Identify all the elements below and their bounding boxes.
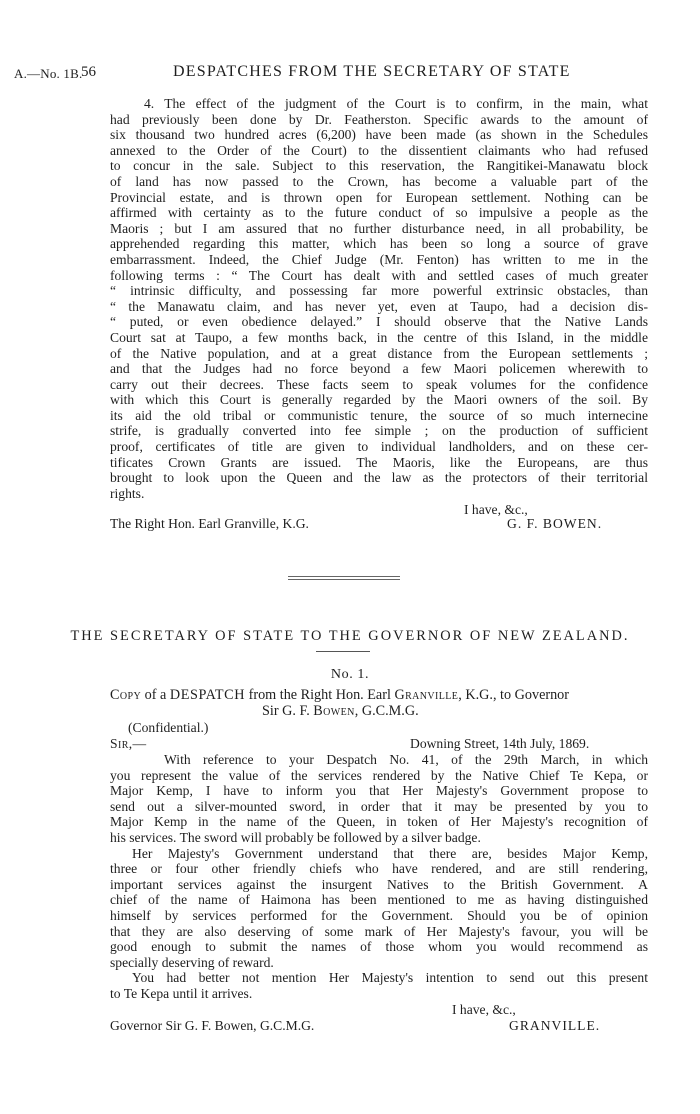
text-line: annexed to the Order of the Court) to the dissentient claimants who had refused	[110, 142, 648, 158]
paragraph-4	[110, 96, 648, 501]
text-line: chief of the name of Haimona has been mentioned to me as having distinguished	[110, 892, 648, 908]
salutation: Sir,—	[110, 736, 147, 751]
text-line: Major Kemp, I have to inform you that Her Majesty's Government propose to	[110, 783, 648, 799]
heading-rule	[316, 651, 370, 652]
section-heading: THE SECRETARY OF STATE TO THE GOVERNOR OF NEW ZEALAND.	[70, 628, 630, 644]
document-reference: A.—No. 1B.	[14, 66, 83, 81]
text-line: six thousand two hundred acres (6,200) have been made (as shown in the Schedules	[110, 127, 648, 143]
text-line: proof, certificates of title are given to individual landholders, and on these cer-	[110, 439, 648, 455]
text-line: Her Majesty's Government understand that there are, besides Major Kemp,	[132, 845, 648, 861]
despatch-title-line-2	[262, 703, 419, 720]
header-title: DESPATCHES FROM THE SECRETARY OF STATE	[173, 63, 571, 80]
text-line: Maoris ; but I am assured that no further disturbance need, in all probability, be	[110, 220, 648, 236]
addressee: Governor Sir G. F. Bowen, G.C.M.G.	[110, 1018, 315, 1033]
page-number: 56	[81, 64, 96, 80]
text-line: Major Kemp in the name of the Queen, in token of Her Majesty's recognition of	[110, 814, 648, 830]
closing-formula: I have, &c.,	[464, 502, 528, 517]
text-line: embarrassment. Indeed, the Chief Judge (Mr. Fenton) has written to me in the	[110, 251, 648, 267]
text-line: to Te Kepa until it arrives.	[110, 985, 253, 1001]
addressee: The Right Hon. Earl Granville, K.G.	[110, 516, 309, 531]
text-line: that they are also deserving of some mark of Her Majesty's favour, you will be	[110, 923, 648, 939]
text-line: 4. The effect of the judgment of the Court is to confirm, in the main, what	[144, 96, 648, 111]
text-line: With reference to your Despatch No. 41, of the 29th March, in which	[164, 752, 648, 767]
despatch-number: No. 1.	[330, 667, 370, 682]
text-line: “ the Manawatu claim, and has never yet, even at Taupo, had a decision dis-	[110, 298, 648, 314]
text-line: You had better not mention Her Majesty's intention to send out this present	[132, 970, 648, 986]
title-text: Sir G. F.	[262, 703, 314, 719]
text-line: had previously been done by Dr. Featherston. Specific awards to the amount of	[110, 111, 648, 127]
text-line: “ intrinsic difficulty, and possessing far more powerful extrinsic obstacles, than	[110, 283, 648, 299]
signature: G. F. BOWEN.	[507, 516, 603, 531]
text-line: rights.	[110, 485, 145, 501]
signature: GRANVILLE.	[509, 1018, 601, 1033]
text-line: his services. The sword will probably be followed by a silver badge.	[110, 829, 481, 845]
text-line: tificates Crown Grants are issued. The Maoris, like the Europeans, are thus	[110, 454, 648, 470]
text-line: three or four other friendly chiefs who have rendered, and are still rendering,	[110, 861, 648, 877]
despatch-body	[110, 752, 648, 1002]
text-line: carry out their decrees. These facts seem to speak volumes for the confidence	[110, 376, 648, 392]
text-line: its aid the old tribal or communistic tenure, the source of so much internecine	[110, 407, 648, 423]
text-line: strife, is gradually converted into fee simple ; on the production of sufficient	[110, 423, 648, 439]
text-line: of land has now passed to the Crown, has become a valuable part of the	[110, 173, 648, 189]
text-line: you represent the value of the services rendered by the Native Chief Te Kepa, or	[110, 767, 648, 783]
text-line: himself by services performed for the Government. Should you be of opinion	[110, 907, 648, 923]
section-divider	[288, 576, 400, 577]
text-line: following terms : “ The Court has dealt with and settled cases of much greater	[110, 267, 648, 283]
text-line: to concur in the sale. Subject to this reservation, the Rangitikei-Manawatu block	[110, 158, 648, 174]
text-line: brought to look upon the Queen and the law as the protectors of their territorial	[110, 470, 648, 486]
confidential-label: (Confidential.)	[128, 720, 209, 735]
text-line: and that the Judges had no force beyond a few Maori policemen wherewith to	[110, 361, 648, 377]
text-line: important services against the insurgent Natives to the British Government. A	[110, 876, 648, 892]
title-text: of a	[141, 687, 170, 703]
despatch-word: DESPATCH	[169, 687, 246, 703]
text-line: “ puted, or even obedience delayed.” I should observe that the Native Lands	[110, 314, 648, 330]
title-name: Granville	[394, 687, 459, 703]
text-line: Court sat at Taupo, a few months back, in the centre of this Island, in the middle	[110, 329, 648, 345]
copy-word: Copy	[110, 687, 142, 703]
closing-formula: I have, &c.,	[452, 1002, 516, 1017]
text-line: with which this Court is generally regarded by the Maori owners of the soil. By	[110, 392, 648, 408]
text-line: apprehended regarding this matter, which has been so long a source of grave	[110, 236, 648, 252]
section-divider	[288, 579, 400, 580]
text-line: Provincial estate, and is thrown open for European settlement. Nothing can be	[110, 189, 648, 205]
place-date: Downing Street, 14th July, 1869.	[410, 736, 590, 751]
title-text: , G.C.M.G.	[354, 703, 419, 719]
text-line: specially deserving of reward.	[110, 954, 274, 970]
title-text: , K.G., to Governor	[458, 687, 570, 703]
text-line: affirmed with certainty as to the future conduct of so impulsive a people as the	[110, 205, 648, 221]
text-line: good enough to submit the names of those whom you would recommend as	[110, 939, 648, 955]
despatch-title-line-1	[110, 687, 648, 704]
title-text: from the Right Hon. Earl	[245, 687, 395, 703]
text-line: send out a silver-mounted sword, in order that it may be presented by you to	[110, 798, 648, 814]
text-line: of the Native population, and at a great distance from the European settlements ;	[110, 345, 648, 361]
title-name: Bowen	[313, 703, 355, 719]
